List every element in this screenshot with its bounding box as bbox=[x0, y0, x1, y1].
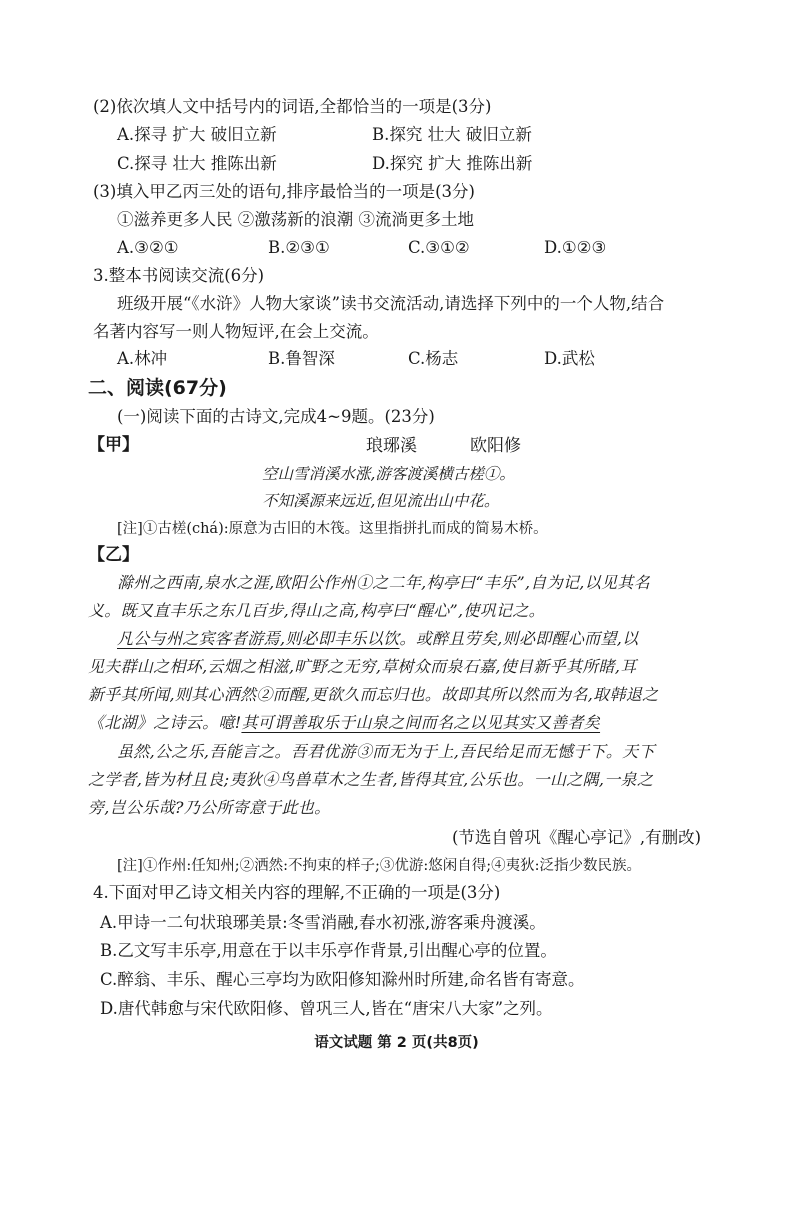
q2-option-d: D.探究 扩大 推陈出新 bbox=[372, 154, 533, 173]
yi-p1-line1: 滁州之西南,泉水之涯,欧阳公作州①之二年,构亭曰“丰乐”,自为记,以见其名 bbox=[117, 573, 650, 592]
q3-option-d: D.①②③ bbox=[544, 238, 607, 257]
q4-option-d: D.唐代韩愈与宋代欧阳修、曾巩三人,皆在“唐宋八大家”之列。 bbox=[100, 999, 553, 1018]
underlined-sentence: 凡公与州之宾客者游焉,则必即丰乐以饮 bbox=[117, 629, 400, 648]
q2-stem: (2)依次填人文中括号内的词语,全都恰当的一项是(3分) bbox=[93, 97, 492, 116]
q4-option-c: C.醉翁、丰乐、醒心三亭均为欧阳修知滁州时所建,命名皆有寄意。 bbox=[100, 970, 585, 989]
yi-p2-line3: 新乎其所闻,则其心洒然②而醒,更欲久而忘归也。故即其所以然而为名,取韩退之 bbox=[88, 685, 659, 704]
yi-p3-line1: 虽然,公之乐,吾能言之。吾君优游③而无为于上,吾民给足而无憾于下。天下 bbox=[117, 742, 655, 761]
source-citation: (节选自曾巩《醒心亭记》,有删改) bbox=[452, 828, 702, 847]
poem-author: 欧阳修 bbox=[470, 436, 521, 456]
q2-option-a: A.探寻 扩大 破旧立新 bbox=[117, 125, 277, 144]
q4-option-a: A.甲诗一二句状琅琊美景:冬雪消融,春水初涨,游客乘舟渡溪。 bbox=[100, 913, 546, 932]
q3-option-a: A.③②① bbox=[117, 238, 179, 257]
q2-option-c: C.探寻 壮大 推陈出新 bbox=[117, 154, 277, 173]
yi-p2-line4-start: 《北湖》之诗云。噫! bbox=[88, 713, 242, 732]
page-footer: 语文试题 第 2 页(共8页) bbox=[314, 1035, 479, 1051]
q3b-option-b: B.鲁智深 bbox=[268, 349, 335, 368]
q4-stem: 4.下面对甲乙诗文相关内容的理解,不正确的一项是(3分) bbox=[93, 883, 501, 902]
poem-line-2: 不知溪源来远近,但见流出山中花。 bbox=[262, 492, 500, 510]
q3b-line2: 名著内容写一则人物短评,在会上交流。 bbox=[93, 322, 379, 341]
yi-note: [注]①作州:任知州;②洒然:不拘束的样子;③优游:悠闲自得;④夷狄:泛指少数民族。 bbox=[117, 858, 642, 874]
section-title: 二、阅读(67分) bbox=[88, 377, 227, 399]
q3b-line1: 班级开展“《水浒》人物大家谈”读书交流活动,请选择下列中的一个人物,结合 bbox=[117, 294, 665, 313]
q3-stem: (3)填入甲乙丙三处的语句,排序最恰当的一项是(3分) bbox=[93, 182, 475, 201]
q2-option-b: B.探究 壮大 破旧立新 bbox=[372, 125, 532, 144]
jia-label: 【甲】 bbox=[88, 435, 139, 455]
part1-instruction: (一)阅读下面的古诗文,完成4~9题。(23分) bbox=[117, 407, 435, 426]
q3b-title: 3.整本书阅读交流(6分) bbox=[93, 266, 265, 285]
yi-p2-line2: 见夫群山之相环,云烟之相滋,旷野之无穷,草树众而泉石嘉,使目新乎其所睹,耳 bbox=[88, 657, 637, 676]
yi-p3-line3: 旁,岂公乐哉?乃公所寄意于此也。 bbox=[88, 798, 331, 817]
q3-phrases: ①滋养更多人民 ②激荡新的浪潮 ③流淌更多土地 bbox=[117, 210, 474, 229]
yi-p3-line2: 之学者,皆为材且良;夷狄④鸟兽草木之生者,皆得其宜,公乐也。一山之隅,一泉之 bbox=[88, 770, 654, 789]
q3b-option-c: C.杨志 bbox=[408, 349, 459, 368]
q3-option-b: B.②③① bbox=[268, 238, 330, 257]
yi-label: 【乙】 bbox=[88, 545, 139, 565]
yi-p2-line4 bbox=[88, 712, 600, 734]
yi-p2-line1-rest: 。或醉且劳矣,则必即醒心而望,以 bbox=[399, 629, 639, 648]
poem-line-1: 空山雪消溪水涨,游客渡溪横古槎①。 bbox=[262, 465, 515, 483]
jia-note: [注]①古槎(chá):原意为古旧的木筏。这里指拼扎而成的简易木桥。 bbox=[117, 521, 548, 537]
yi-p2-line1 bbox=[117, 628, 638, 650]
q3b-option-d: D.武松 bbox=[544, 349, 595, 368]
q4-option-b: B.乙文写丰乐亭,用意在于以丰乐亭作背景,引出醒心亭的位置。 bbox=[100, 941, 557, 960]
poem-title: 琅琊溪 bbox=[366, 436, 417, 456]
underlined-sentence-2: 其可谓善取乐于山泉之间而名之以见其实又善者矣 bbox=[241, 713, 601, 732]
yi-p1-line2: 义。既又直丰乐之东几百步,得山之高,构亭曰“醒心”,使巩记之。 bbox=[88, 601, 545, 620]
q3-option-c: C.③①② bbox=[408, 238, 470, 257]
q3b-option-a: A.林冲 bbox=[117, 349, 168, 368]
